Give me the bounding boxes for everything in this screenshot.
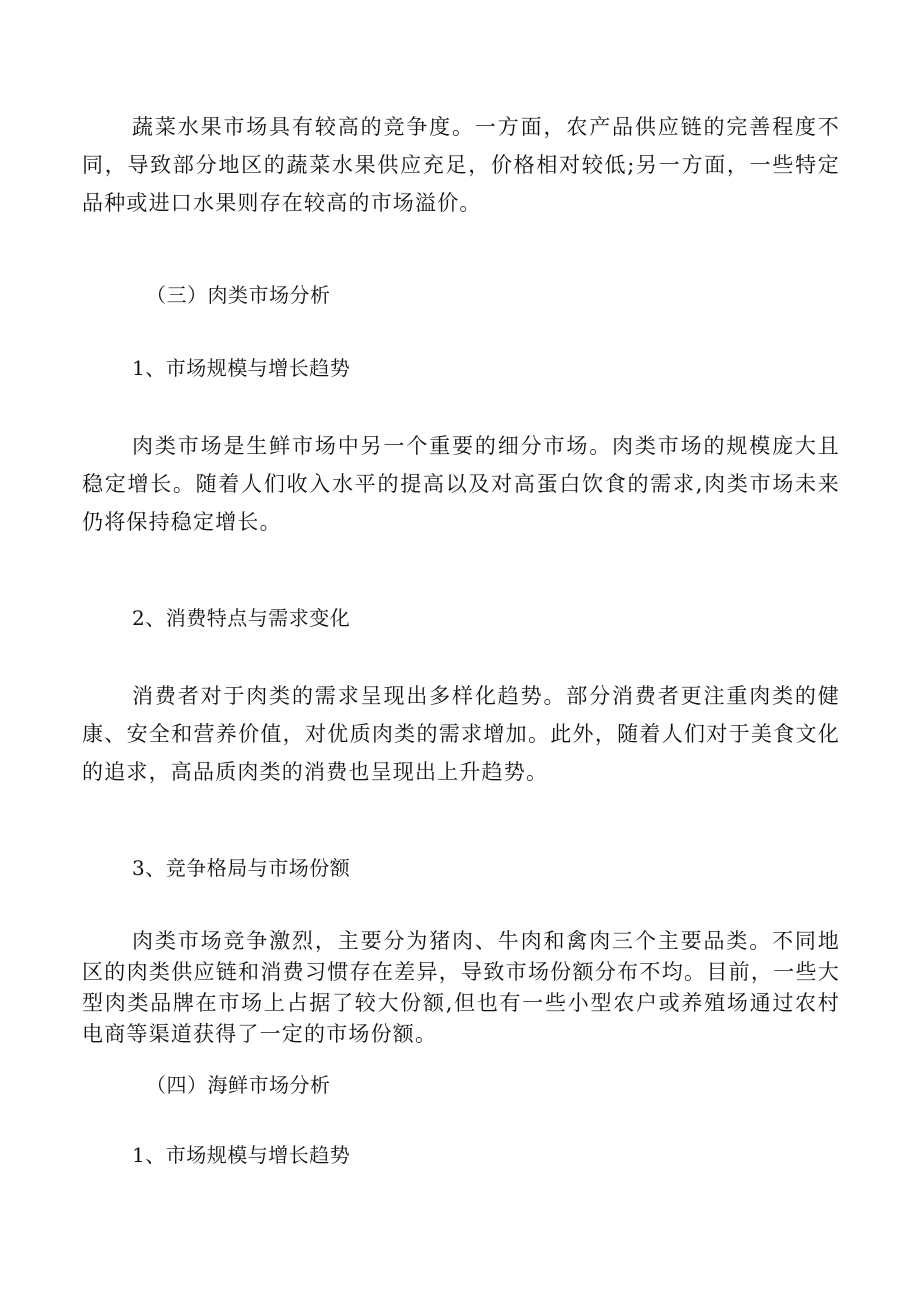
subheading-meat-consumption: 2、消费特点与需求变化 xyxy=(132,606,351,630)
subheading-meat-market-size: 1、市场规模与增长趋势 xyxy=(132,356,351,380)
paragraph-vegetable-fruit-competition: 蔬菜水果市场具有较高的竞争度。一方面，农产品供应链的完善程度不同，导致部分地区的蔬菜水果供应充足，价格相对较低;另一方面，一些特定品种或进口水果则存在较高的市场溢价。 xyxy=(82,115,840,215)
subheading-meat-competition: 3、竞争格局与市场份额 xyxy=(132,856,351,880)
subheading-seafood-market-size: 1、市场规模与增长趋势 xyxy=(132,1143,351,1167)
paragraph-meat-market-size: 肉类市场是生鲜市场中另一个重要的细分市场。肉类市场的规模庞大且稳定增长。随着人们收入水平的提高以及对高蛋白饮食的需求,肉类市场未来仍将保持稳定增长。 xyxy=(82,434,840,534)
paragraph-meat-competition: 肉类市场竞争激烈，主要分为猪肉、牛肉和禽肉三个主要品类。不同地区的肉类供应链和消费习惯存在差异，导致市场份额分布不均。目前，一些大型肉类品牌在市场上占据了较大份额,但也有一些小型农户或养殖场通过农村电商等渠道获得了一定的市场份额。 xyxy=(82,929,840,1046)
section-heading-seafood-market: （四）海鲜市场分析 xyxy=(146,1073,331,1097)
paragraph-meat-consumption: 消费者对于肉类的需求呈现出多样化趋势。部分消费者更注重肉类的健康、安全和营养价值，对优质肉类的需求增加。此外，随着人们对于美食文化的追求，高品质肉类的消费也呈现出上升趋势。 xyxy=(82,684,840,784)
section-heading-meat-market: （三）肉类市场分析 xyxy=(146,283,331,307)
